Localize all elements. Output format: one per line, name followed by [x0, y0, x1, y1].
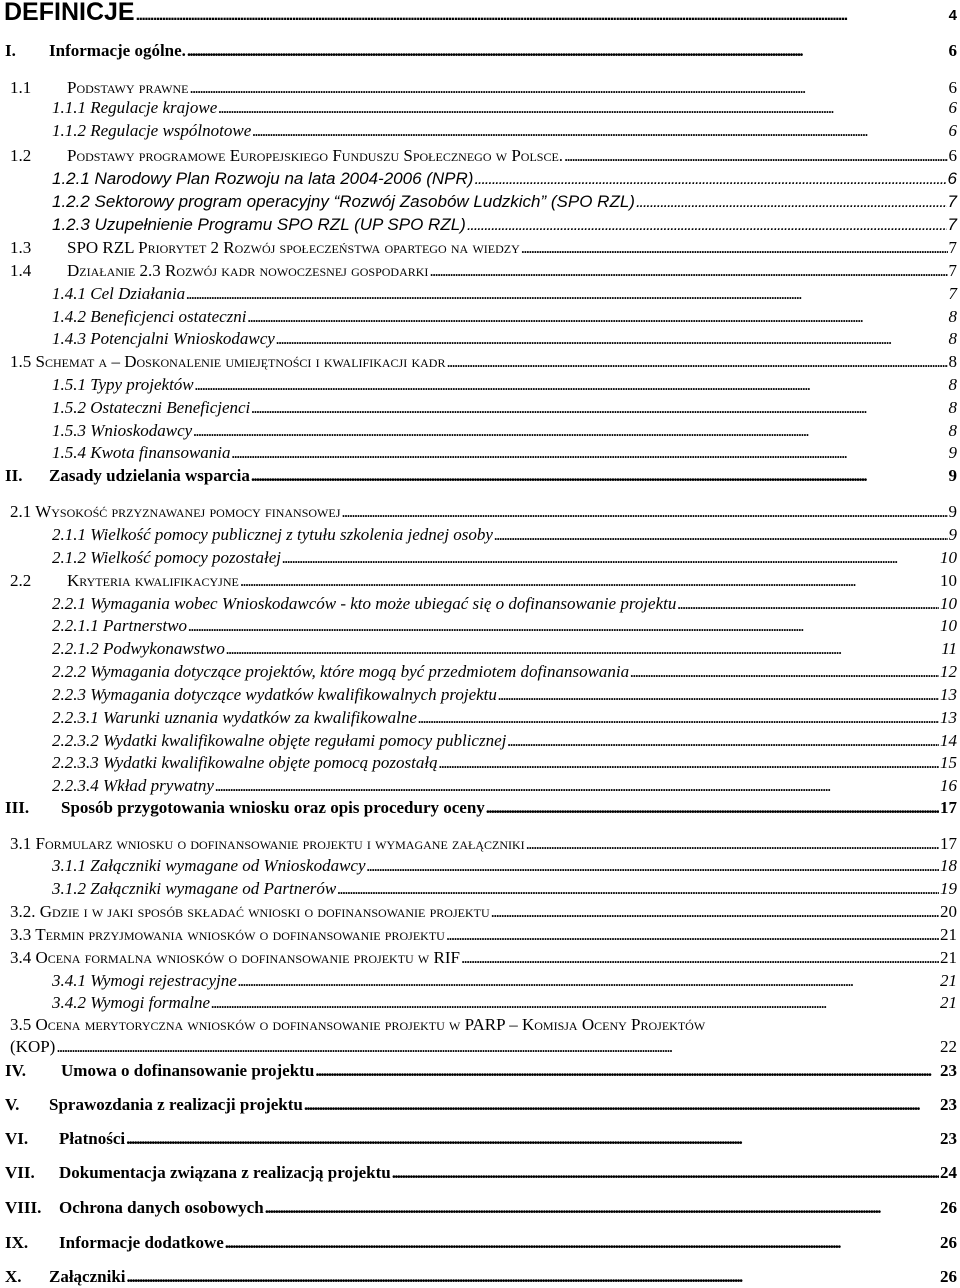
toc-entry-VIII[interactable]	[5, 1199, 957, 1216]
dot-leader	[186, 285, 947, 302]
toc-title[interactable]	[4, 0, 957, 25]
entry-page-number: 10	[940, 616, 957, 635]
dot-leader	[226, 640, 940, 657]
entry-title: 2.1.2 Wielkość pomocy pozostałej	[52, 548, 281, 567]
entry-title: 3.1.2 Załączniki wymagane od Partnerów	[52, 879, 337, 898]
entry-title: 1.5 Schemat a – Doskonalenie umiejętności i kwalifikacji kadr	[10, 352, 446, 371]
entry-page-number: 18	[940, 856, 957, 875]
toc-entry-X[interactable]	[5, 1268, 957, 1285]
dot-leader	[56, 1038, 939, 1055]
toc-entry-2-2-2[interactable]	[52, 663, 957, 680]
toc-entry-2-1-2[interactable]	[52, 549, 957, 566]
dot-leader	[494, 526, 948, 543]
toc-entry-1-1[interactable]	[10, 79, 957, 96]
entry-number: IX.	[5, 1233, 29, 1252]
dot-leader	[225, 1234, 939, 1251]
entry-page-number: 9	[948, 466, 957, 485]
entry-title: Informacje ogólne.	[49, 41, 186, 60]
entry-title: 2.2.3.4 Wkład prywatny	[52, 776, 214, 795]
dot-leader	[486, 799, 939, 816]
dot-leader	[252, 122, 947, 139]
entry-page-number: 7	[948, 261, 957, 280]
dot-leader	[392, 1164, 939, 1181]
toc-entry-1-4-2[interactable]	[52, 308, 957, 325]
dot-leader	[630, 663, 939, 680]
toc-entry-II[interactable]	[5, 467, 957, 484]
dot-leader	[507, 732, 939, 749]
entry-title: SPO RZL Priorytet 2 Rozwój społeczeństwa opartego na wiedzy	[67, 238, 520, 257]
toc-entry-I[interactable]	[5, 42, 957, 59]
entry-title: 1.2.1 Narodowy Plan Rozwoju na lata 2004-2006 (NPR)	[52, 169, 474, 188]
entry-title: 2.2.3.1 Warunki uznania wydatków za kwalifikowalne	[52, 708, 417, 727]
toc-entry-1-5-3[interactable]	[52, 422, 957, 439]
dot-leader	[215, 777, 939, 794]
toc-entry-3-2[interactable]	[10, 903, 957, 920]
entry-title: 1.4.1 Cel Działania	[52, 284, 186, 303]
dot-leader	[498, 686, 939, 703]
entry-title: 1.2.2 Sektorowy program operacyjny “Rozwój Zasobów Ludzkich” (SPO RZL)	[52, 192, 635, 211]
toc-entry-1-3[interactable]	[10, 239, 957, 256]
entry-page-number: 21	[940, 971, 957, 990]
toc-entry-1-5-2[interactable]	[52, 399, 957, 416]
dot-leader	[418, 709, 939, 726]
toc-entry-3-5-line1: 3.5 Ocena merytoryczna wniosków o dofinansowanie projektu w PARP – Komisja Oceny Projektów	[10, 1015, 706, 1034]
entry-title: 1.1.1 Regulacje krajowe	[52, 98, 218, 117]
entry-number: II.	[5, 466, 23, 485]
dot-leader	[240, 572, 939, 589]
toc-entry-2-2[interactable]	[10, 572, 957, 589]
toc-entry-1-2-2[interactable]	[52, 193, 957, 210]
dot-leader	[521, 239, 948, 256]
entry-page-number: 7	[948, 238, 957, 257]
entry-title: 3.4.2 Wymogi formalne	[52, 993, 211, 1012]
entry-page-number: 15	[940, 753, 957, 772]
toc-entry-3-5[interactable]	[10, 1038, 957, 1055]
dot-leader	[315, 1062, 939, 1079]
entry-title: Sprawozdania z realizacji projektu	[49, 1095, 303, 1114]
dot-leader	[564, 147, 947, 164]
toc-entry-2-2-1-1[interactable]	[52, 617, 957, 634]
toc-entry-IX[interactable]	[5, 1234, 957, 1251]
entry-page-number: 26	[940, 1233, 957, 1252]
toc-entry-3-3[interactable]	[10, 926, 957, 943]
entry-title: 2.2.3.3 Wydatki kwalifikowalne objęte pomocą pozostałą	[52, 753, 438, 772]
toc-entry-2-1[interactable]	[10, 503, 957, 520]
entry-title: 1.5.2 Ostateczni Beneficjenci	[52, 398, 251, 417]
dot-leader	[429, 262, 947, 279]
entry-page-number: 23	[940, 1061, 957, 1080]
toc-entry-2-2-3-3[interactable]	[52, 754, 957, 771]
entry-title: 1.5.4 Kwota finansowania	[52, 443, 231, 462]
entry-page-number: 7	[947, 192, 957, 211]
entry-title: Sposób przygotowania wniosku oraz opis procedury oceny	[61, 798, 485, 817]
dot-leader	[238, 972, 939, 989]
entry-number: VIII.	[5, 1198, 42, 1217]
entry-title: DEFINICJE	[4, 0, 135, 26]
toc-entry-2-2-1[interactable]	[52, 595, 957, 612]
dot-leader	[193, 422, 947, 439]
entry-title: Informacje dodatkowe	[59, 1233, 224, 1252]
entry-number: 2.2	[10, 571, 32, 590]
toc-entry-3-1-2[interactable]	[52, 880, 957, 897]
entry-title: 3.2. Gdzie i w jaki sposób składać wnioski o dofinansowanie projektu	[10, 902, 490, 921]
dot-leader	[341, 503, 947, 520]
dot-leader	[367, 857, 939, 874]
entry-page-number: 13	[940, 708, 957, 727]
entry-page-number: 8	[948, 329, 957, 348]
toc-entry-1-2[interactable]	[10, 147, 957, 164]
entry-page-number: 21	[940, 925, 957, 944]
entry-page-number: 7	[947, 215, 957, 234]
toc-entry-2-1-1[interactable]	[52, 526, 957, 543]
entry-page-number: 19	[940, 879, 957, 898]
dot-leader	[188, 617, 939, 634]
entry-number: IV.	[5, 1061, 26, 1080]
entry-page-number: 10	[940, 548, 957, 567]
entry-page-number: 20	[940, 902, 957, 921]
dot-leader	[211, 994, 939, 1011]
entry-number: X.	[5, 1267, 22, 1286]
dot-leader	[677, 595, 939, 612]
entry-title: 2.1.1 Wielkość pomocy publicznej z tytułu szkolenia jednej osoby	[52, 525, 493, 544]
entry-title: Ochrona danych osobowych	[59, 1198, 264, 1217]
dot-leader	[265, 1199, 939, 1216]
dot-leader	[304, 1096, 939, 1113]
entry-number: III.	[5, 798, 30, 817]
dot-leader	[127, 1268, 939, 1285]
toc-entry-IV[interactable]	[5, 1062, 957, 1079]
entry-title: 1.4.2 Beneficjenci ostateczni	[52, 307, 247, 326]
entry-page-number: 10	[940, 571, 957, 590]
entry-title: 1.4.3 Potencjalni Wnioskodawcy	[52, 329, 275, 348]
entry-number: V.	[5, 1095, 20, 1114]
entry-title: 3.3 Termin przyjmowania wniosków o dofinansowanie projektu	[10, 925, 445, 944]
toc-entry-1-5[interactable]	[10, 353, 957, 370]
dot-leader	[195, 376, 948, 393]
toc-entry-3-4-2[interactable]	[52, 994, 957, 1011]
entry-title: Kryteria kwalifikacyjne	[67, 571, 239, 590]
entry-page-number: 6	[948, 121, 957, 140]
entry-page-number: 23	[940, 1095, 957, 1114]
entry-page-number: 6	[947, 169, 957, 188]
entry-title: 2.2.2 Wymagania dotyczące projektów, które mogą być przedmiotem dofinansowania	[52, 662, 630, 681]
toc-entry-1-1-1[interactable]	[52, 99, 957, 116]
entry-page-number: 6	[948, 98, 957, 117]
dot-leader	[474, 170, 946, 187]
dot-leader	[439, 754, 939, 771]
entry-title: 1.5.1 Typy projektów	[52, 375, 194, 394]
dot-leader	[218, 99, 947, 116]
toc-entry-2-2-1-2[interactable]	[52, 640, 957, 657]
entry-title: 2.2.1 Wymagania wobec Wnioskodawców - kto może ubiegać się o dofinansowanie projektu	[52, 594, 677, 613]
entry-page-number: 9	[948, 525, 957, 544]
dot-leader	[282, 549, 939, 566]
entry-title: 1.2.3 Uzupełnienie Programu SPO RZL (UP SPO RZL)	[52, 215, 466, 234]
toc-entry-2-2-3-4[interactable]	[52, 777, 957, 794]
toc-entry-1-5-4[interactable]	[52, 444, 957, 461]
entry-title: 3.4 Ocena formalna wniosków o dofinansowanie projektu w RIF	[10, 948, 460, 967]
toc-entry-1-1-2[interactable]	[52, 122, 957, 139]
entry-page-number: 6	[948, 146, 957, 165]
dot-leader	[126, 1130, 939, 1147]
toc-entry-2-2-3[interactable]	[52, 686, 957, 703]
entry-title: 2.2.1.2 Podwykonawstwo	[52, 639, 225, 658]
entry-title: 3.1 Formularz wniosku o dofinansowanie projektu i wymagane załączniki	[10, 834, 525, 853]
dot-leader	[189, 79, 947, 96]
entry-page-number: 10	[940, 594, 957, 613]
entry-page-number: 13	[940, 685, 957, 704]
entry-title: (KOP)	[10, 1037, 56, 1056]
toc-entry-3-1[interactable]	[10, 835, 957, 852]
entry-title: Zasady udzielania wsparcia	[49, 466, 250, 485]
entry-title: Podstawy prawne	[67, 78, 189, 97]
entry-page-number: 8	[948, 307, 957, 326]
toc-entry-3-4-1[interactable]	[52, 972, 957, 989]
dot-leader	[636, 193, 947, 210]
entry-page-number: 8	[948, 398, 957, 417]
dot-leader	[446, 926, 939, 943]
entry-page-number: 9	[948, 502, 957, 521]
toc-entry-1-5-1[interactable]	[52, 376, 957, 393]
entry-page-number: 7	[948, 284, 957, 303]
toc-entry-1-2-3[interactable]	[52, 216, 957, 233]
entry-title: 1.1.2 Regulacje wspólnotowe	[52, 121, 252, 140]
dot-leader	[337, 880, 939, 897]
entry-number: 1.1	[10, 78, 32, 97]
toc-entry-2-2-3-1[interactable]	[52, 709, 957, 726]
entry-title: 2.1 Wysokość przyznawanej pomocy finansowej	[10, 502, 341, 521]
dot-leader	[232, 444, 948, 461]
dot-leader	[251, 399, 947, 416]
toc-entry-1-4[interactable]	[10, 262, 957, 279]
entry-page-number: 14	[940, 731, 957, 750]
entry-page-number: 4	[948, 7, 957, 24]
entry-page-number: 17	[940, 798, 957, 817]
entry-page-number: 8	[948, 421, 957, 440]
toc-entry-2-2-3-2[interactable]	[52, 732, 957, 749]
entry-page-number: 22	[940, 1037, 957, 1056]
entry-page-number: 17	[940, 834, 957, 853]
entry-title: 1.5.3 Wnioskodawcy	[52, 421, 193, 440]
dot-leader	[136, 8, 948, 24]
dot-leader	[251, 467, 948, 484]
entry-title: Załączniki	[49, 1267, 126, 1286]
entry-page-number: 26	[940, 1267, 957, 1286]
entry-number: VI.	[5, 1129, 29, 1148]
entry-page-number: 8	[948, 352, 957, 371]
entry-number: 1.4	[10, 261, 32, 280]
entry-title: Działanie 2.3 Rozwój kadr nowoczesnej gospodarki	[67, 261, 429, 280]
toc-entry-III[interactable]	[5, 799, 957, 816]
entry-number: 1.2	[10, 146, 32, 165]
entry-page-number: 12	[940, 662, 957, 681]
entry-title: Podstawy programowe Europejskiego Funduszu Społecznego w Polsce.	[67, 146, 564, 165]
toc-entry-VI[interactable]	[5, 1130, 957, 1147]
entry-title: Dokumentacja związana z realizacją projektu	[59, 1163, 391, 1182]
toc-entry-1-2-1[interactable]	[52, 170, 957, 187]
entry-page-number: 26	[940, 1198, 957, 1217]
entry-title: 2.2.1.1 Partnerstwo	[52, 616, 188, 635]
dot-leader	[467, 216, 947, 233]
dot-leader	[491, 903, 939, 920]
entry-page-number: 9	[948, 443, 957, 462]
entry-page-number: 21	[940, 993, 957, 1012]
entry-page-number: 24	[940, 1163, 957, 1182]
entry-number: VII.	[5, 1163, 35, 1182]
entry-page-number: 11	[941, 639, 957, 658]
entry-page-number: 6	[948, 78, 957, 97]
dot-leader	[248, 308, 948, 325]
dot-leader	[461, 949, 939, 966]
dot-leader	[446, 353, 947, 370]
entry-page-number: 6	[948, 41, 957, 60]
entry-title: Umowa o dofinansowanie projektu	[61, 1061, 315, 1080]
dot-leader	[187, 42, 948, 59]
entry-page-number: 21	[940, 948, 957, 967]
toc-entry-1-4-1[interactable]	[52, 285, 957, 302]
dot-leader	[526, 835, 939, 852]
toc-entry-VII[interactable]	[5, 1164, 957, 1181]
entry-number: I.	[5, 41, 16, 60]
entry-page-number: 8	[948, 375, 957, 394]
entry-title: 2.2.3 Wymagania dotyczące wydatków kwalifikowalnych projektu	[52, 685, 497, 704]
toc-entry-3-1-1[interactable]	[52, 857, 957, 874]
entry-title: 3.4.1 Wymogi rejestracyjne	[52, 971, 237, 990]
toc-entry-3-4[interactable]	[10, 949, 957, 966]
dot-leader	[276, 330, 948, 347]
entry-title: Płatności	[59, 1129, 126, 1148]
toc-entry-1-4-3[interactable]	[52, 330, 957, 347]
entry-page-number: 16	[940, 776, 957, 795]
entry-page-number: 23	[940, 1129, 957, 1148]
entry-number: 1.3	[10, 238, 32, 257]
entry-title: 3.1.1 Załączniki wymagane od Wnioskodawcy	[52, 856, 366, 875]
toc-entry-V[interactable]	[5, 1096, 957, 1113]
entry-title: 2.2.3.2 Wydatki kwalifikowalne objęte regułami pomocy publicznej	[52, 731, 507, 750]
